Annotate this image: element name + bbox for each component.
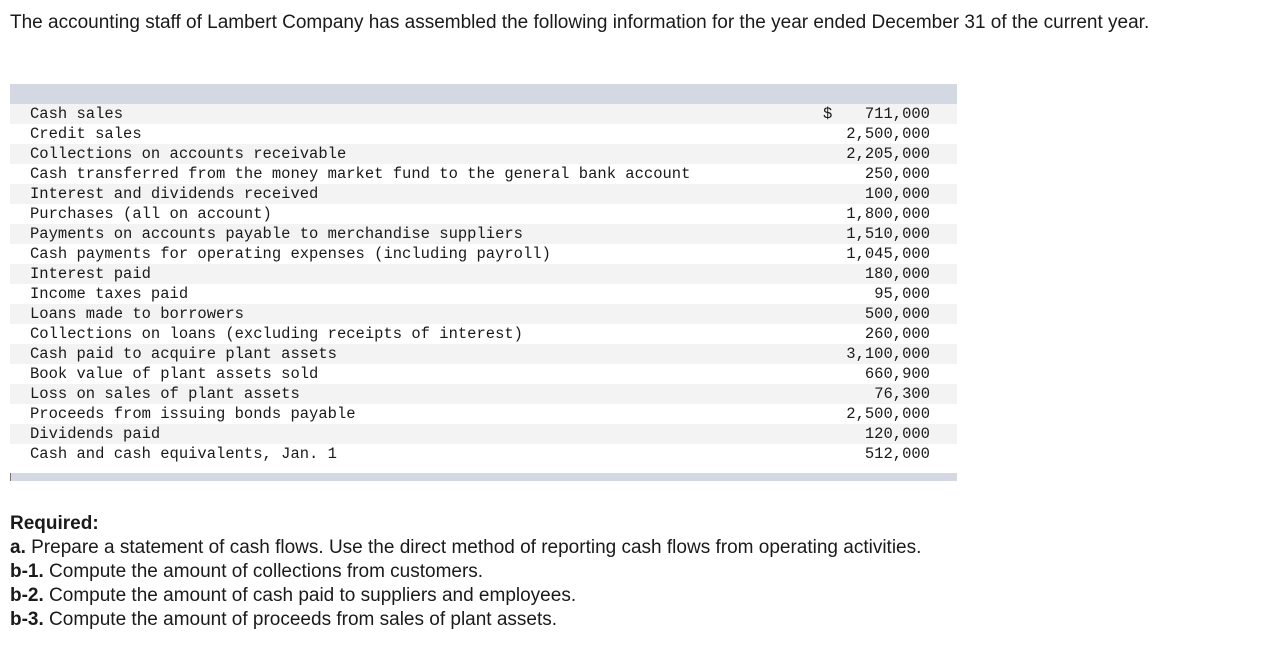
required-item-b2: [10, 584, 921, 608]
table-row: [10, 244, 957, 264]
row-label: Proceeds from issuing bonds payable: [30, 405, 356, 423]
data-table: [10, 84, 957, 481]
required-item-key: b-1.: [10, 561, 44, 582]
table-row: [10, 364, 957, 384]
row-label: Credit sales: [30, 125, 142, 143]
row-label: Cash paid to acquire plant assets: [30, 345, 337, 363]
row-amount: 2,500,000: [846, 125, 930, 143]
required-item-text: Compute the amount of collections from customers.: [43, 561, 484, 582]
row-amount: 2,500,000: [846, 405, 930, 423]
required-item-key: a.: [10, 537, 26, 558]
row-amount: 500,000: [864, 305, 930, 323]
table-row: [10, 164, 957, 184]
required-title: Required:: [10, 513, 99, 534]
table-row: [10, 304, 957, 324]
row-label: Dividends paid: [30, 425, 161, 443]
table-row: [10, 224, 957, 244]
required-item-key: b-3.: [10, 609, 44, 630]
table-row: [10, 424, 957, 444]
row-amount: 260,000: [864, 325, 930, 343]
row-label: Book value of plant assets sold: [30, 365, 319, 383]
table-row: [10, 184, 957, 204]
table-row: [10, 444, 957, 464]
row-amount: 120,000: [864, 425, 930, 443]
required-item-text: Prepare a statement of cash flows. Use the direct method of reporting cash flows from operating activities.: [25, 537, 922, 558]
table-footer-bar: [10, 473, 957, 481]
row-label: Income taxes paid: [30, 285, 189, 303]
row-amount: 2,205,000: [846, 145, 930, 163]
row-amount: 512,000: [864, 445, 930, 463]
row-label: Interest paid: [30, 265, 151, 283]
intro-text: The accounting staff of Lambert Company has assembled the following information for the year ended December 31 of the current year.: [10, 12, 1150, 33]
table-row: [10, 284, 957, 304]
row-amount: 1,510,000: [846, 225, 930, 243]
row-amount: 1,045,000: [846, 245, 930, 263]
table-row: [10, 324, 957, 344]
required-item-a: [10, 536, 921, 560]
table-row: [10, 204, 957, 224]
required-item-b3: [10, 608, 921, 632]
row-amount: 76,300: [874, 385, 930, 403]
row-label: Payments on accounts payable to merchandise suppliers: [30, 225, 523, 243]
row-amount: 250,000: [864, 165, 930, 183]
table-row: [10, 384, 957, 404]
row-label: Loans made to borrowers: [30, 305, 244, 323]
required-item-key: b-2.: [10, 585, 44, 606]
row-label: Cash and cash equivalents, Jan. 1: [30, 445, 337, 463]
row-label: Purchases (all on account): [30, 205, 272, 223]
table-row: [10, 344, 957, 364]
table-row: [10, 124, 957, 144]
row-amount: 95,000: [874, 285, 930, 303]
table-rows: [10, 104, 957, 464]
row-label: Interest and dividends received: [30, 185, 319, 203]
table-row: [10, 264, 957, 284]
required-item-text: Compute the amount of cash paid to suppliers and employees.: [43, 585, 577, 606]
row-label: Cash sales: [30, 105, 124, 123]
row-amount: 100,000: [864, 185, 930, 203]
required-item-text: Compute the amount of proceeds from sales of plant assets.: [43, 609, 558, 630]
row-amount: 3,100,000: [846, 345, 930, 363]
row-amount: 711,000: [864, 105, 930, 123]
row-amount: 180,000: [864, 265, 930, 283]
row-label: Collections on accounts receivable: [30, 145, 347, 163]
row-label: Loss on sales of plant assets: [30, 385, 300, 403]
row-label: Cash transferred from the money market fund to the general bank account: [30, 165, 691, 183]
required-section: [10, 512, 921, 632]
required-item-b1: [10, 560, 921, 584]
table-row: [10, 144, 957, 164]
table-row: [10, 404, 957, 424]
row-amount: 660,900: [864, 365, 930, 383]
row-label: Collections on loans (excluding receipts of interest): [30, 325, 523, 343]
currency-symbol: $: [823, 105, 833, 123]
row-label: Cash payments for operating expenses (including payroll): [30, 245, 551, 263]
table-row: [10, 104, 957, 124]
row-amount: 1,800,000: [846, 205, 930, 223]
table-header-bar: [10, 84, 957, 104]
